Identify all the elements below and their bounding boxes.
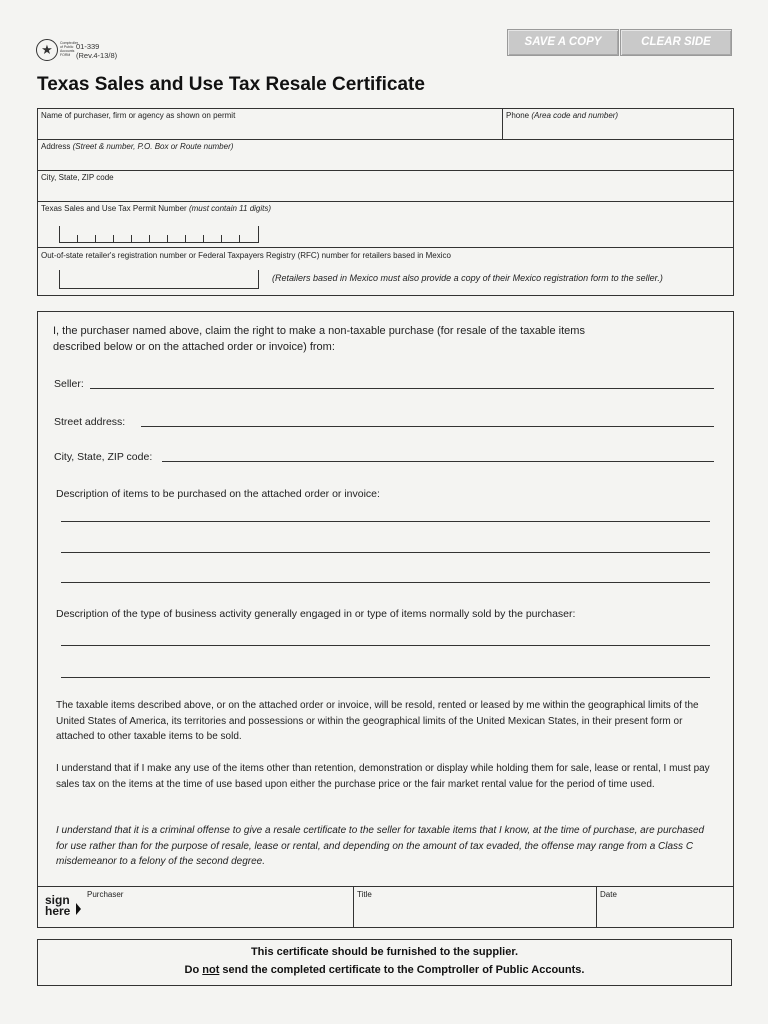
seller-city-field[interactable]: [164, 447, 712, 461]
permit-hint: (must contain 11 digits): [188, 204, 272, 213]
address-label: [41, 142, 233, 151]
here-word: here: [45, 904, 71, 918]
form-number: [76, 42, 117, 60]
divider: [37, 201, 734, 202]
divider: [353, 886, 354, 928]
phone-label: [506, 111, 618, 120]
divider: [37, 886, 734, 887]
page-title: Texas Sales and Use Tax Resale Certificate: [37, 74, 425, 95]
title-field[interactable]: [356, 902, 594, 926]
use-tax-statement: I understand that if I make any use of the items other than retention, demonstration or display while holding them for sale, lease or rental, I must pay sales tax on the items at the time of use based upon either the purchase price or the fair market rental value for the period of time used.: [56, 763, 710, 790]
divider: [37, 247, 734, 248]
divider: [502, 108, 503, 139]
address-field[interactable]: [40, 153, 730, 169]
phone-hint: (Area code and number): [531, 111, 619, 120]
form-number-value: 01-339: [76, 42, 100, 51]
purchaser-name-label: Name of purchaser, firm or agency as shown on permit: [41, 111, 236, 120]
clear-side-button[interactable]: CLEAR SIDE: [620, 29, 732, 56]
business-field-2[interactable]: [63, 662, 708, 676]
do-not-send-rest: send the completed certificate to the Comptroller of Public Accounts.: [222, 964, 585, 976]
do-word: Do: [184, 964, 200, 976]
seller-underline: [90, 388, 714, 389]
permit-number-label: [41, 204, 271, 213]
items-field-3[interactable]: [63, 567, 708, 581]
permit-label-text: Texas Sales and Use Tax Permit Number: [41, 204, 187, 213]
title-label: Title: [357, 890, 372, 899]
city-state-zip-field[interactable]: [40, 184, 730, 200]
business-field-1[interactable]: [63, 630, 708, 644]
items-field-2[interactable]: [63, 537, 708, 551]
business-line-2: [61, 677, 710, 678]
divider: [37, 139, 734, 140]
seller-field[interactable]: [92, 374, 712, 388]
items-field-1[interactable]: [63, 506, 708, 520]
sign-arrow-icon: [76, 903, 81, 915]
furnish-instruction: This certificate should be furnished to the supplier.: [250, 946, 519, 958]
resale-statement: The taxable items described above, or on the attached order or invoice, will be resold, rented or leased by me within the geographical limits of the United States of America, its territories and possessions or within the geographical limits of the United Mexican States, in their present form or attached to other taxable items to be sold.: [56, 700, 699, 743]
items-line-3: [61, 582, 710, 583]
items-description-label: Description of items to be purchased on the attached order or invoice:: [56, 488, 380, 500]
mexico-registration-label: Out-of-state retailer's registration number or Federal Taxpayers Registry (RFC) number for retailers based in Mexico: [41, 251, 451, 260]
address-label-text: Address: [41, 142, 71, 151]
street-address-field[interactable]: [143, 412, 712, 426]
claim-intro-line2: described below or on the attached order or invoice) from:: [53, 341, 335, 353]
date-field[interactable]: [599, 902, 731, 926]
street-underline: [141, 426, 714, 427]
seller-city-label: City, State, ZIP code:: [54, 451, 153, 463]
save-copy-button[interactable]: SAVE A COPY: [507, 29, 619, 56]
items-line-2: [61, 552, 710, 553]
divider: [37, 170, 734, 171]
comptroller-seal-icon: ★: [36, 39, 58, 61]
form-revision: (Rev.4-13/8): [76, 51, 118, 60]
sign-here-marker: [45, 895, 70, 917]
purchaser-signature-field[interactable]: [86, 902, 350, 926]
phone-field[interactable]: [505, 122, 731, 138]
claim-intro-line1: I, the purchaser named above, claim the right to make a non-taxable purchase (for resale of the taxable items: [53, 325, 585, 337]
seller-label: Seller:: [54, 378, 84, 390]
divider: [596, 886, 597, 928]
phone-label-text: Phone: [506, 111, 530, 120]
business-line-1: [61, 645, 710, 646]
mexico-registration-field[interactable]: [59, 270, 259, 289]
city-state-zip-label: City, State, ZIP code: [41, 173, 114, 182]
purchaser-name-field[interactable]: [40, 122, 498, 138]
not-word: not: [202, 964, 220, 976]
sign-word: sign: [45, 893, 70, 907]
do-not-send-instruction: [37, 964, 732, 976]
purchaser-signature-label: Purchaser: [87, 890, 124, 899]
items-line-1: [61, 521, 710, 522]
seller-city-underline: [162, 461, 714, 462]
address-hint: (Street & number, P.O. Box or Route number): [72, 142, 234, 151]
street-address-label: Street address:: [54, 416, 126, 428]
seal-text: Comptroller of Public Accounts FORM: [60, 41, 79, 57]
criminal-offense-statement: I understand that it is a criminal offense to give a resale certificate to the seller for taxable items that I know, at the time of purchase, are purchased for use rather than for the purpose of resale, lease or rental, and depending on the amount of tax evaded, the offense may range from a Class C misdemeanor to a felony of the second degree.: [56, 825, 705, 868]
business-description-label: Description of the type of business activity generally engaged in or type of items normally sold by the purchaser:: [56, 608, 576, 620]
permit-number-field[interactable]: [59, 226, 259, 243]
date-label: Date: [600, 890, 617, 899]
mexico-note: (Retailers based in Mexico must also provide a copy of their Mexico registration form to the seller.): [272, 273, 663, 283]
